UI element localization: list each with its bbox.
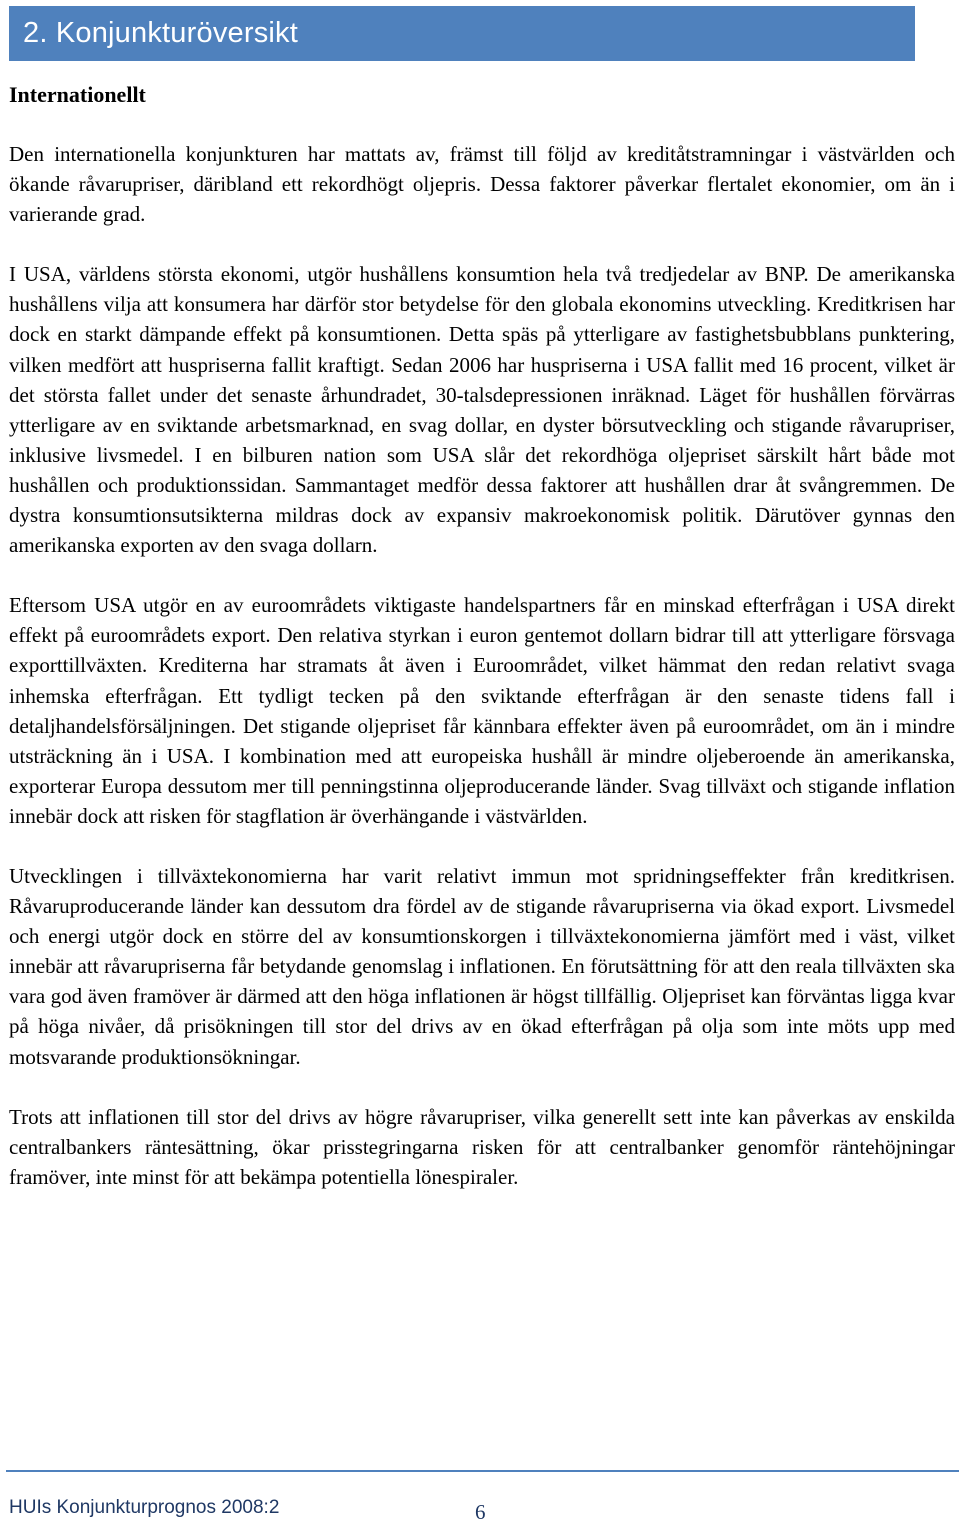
footer-publication-title: HUIs Konjunkturprognos 2008:2 [9, 1497, 280, 1518]
paragraph-intro: Den internationella konjunkturen har mattats av, främst till följd av kreditåtstramningar i västvärlden och ökande råvarupriser, däribland ett rekordhögt oljepris. Dessa faktorer påverkar flertalet ekonomier, om än i varierande grad. [9, 142, 955, 227]
page-number: 6 [475, 1500, 486, 1524]
chapter-banner [9, 6, 915, 61]
footer-divider [6, 1470, 959, 1472]
chapter-title: 2. Konjunkturöversikt [23, 17, 298, 49]
body-text [9, 139, 955, 1222]
paragraph-euro-area: Eftersom USA utgör en av euroområdets viktigaste handelspartners får en minskad efterfrågan i USA direkt effekt på euroområdets export. Den relativa styrkan i euron gentemot dollarn bidrar till att ytterligare försvaga exporttillväxten. Krediterna har stramats åt även i Euroområdet, vilket hämmat den redan relativt svaga inhemska efterfrågan. Ett tydligt tecken på den sviktande efterfrågan är den senaste tidens fall i detaljhandelsförsäljningen. Det stigande oljepriset får kännbara effekter även på euroområdet, om än i mindre utsträckning än i USA. I kombination med att europeiska hushåll är mindre oljeberoende än amerikanska, exporterar Europa dessutom mer till penningstinna oljeproducerande länder. Svag tillväxt och stigande inflation innebär dock att risken för stagflation är överhängande i västvärlden. [9, 593, 955, 828]
paragraph-emerging-economies: Utvecklingen i tillväxtekonomierna har varit relativt immun mot spridningseffekter från kreditkrisen. Råvaruproducerande länder kan dessutom dra fördel av de stigande råvarupriserna via ökad export. Livsmedel och energi utgör dock en större del av konsumtionskorgen i tillväxtekonomierna jämfört med i väst, vilket innebär att råvarupriserna får betydande genomslag i inflationen. En förutsättning för att den reala tillväxten ska vara god även framöver är därmed att den höga inflationen är högst tillfällig. Oljepriset kan förväntas ligga kvar på höga nivåer, då prisökningen till stor del drivs av en ökad efterfrågan på olja som inte möts upp med motsvarande produktionsökningar. [9, 863, 955, 1069]
section-heading: Internationellt [9, 82, 146, 107]
paragraph-usa: I USA, världens största ekonomi, utgör hushållens konsumtion hela två tredjedelar av BNP. De amerikanska hushållens vilja att konsumera har därför stor betydelse för den globala ekonomins utveckling. Kreditkrisen har dock en starkt dämpande effekt på konsumtionen. Detta späs på ytterligare av fastighetsbubblans punktering, vilken medfört att huspriserna fallit kraftigt. Sedan 2006 har huspriserna i USA fallit med 16 procent, vilket är det största fallet under det senaste århundradet, 30-talsdepressionen inräknad. Läget för hushållen förvärras ytterligare av en sviktande arbetsmarknad, en svag dollar, en dyster börsutveckling och stigande råvarupriser, inklusive livsmedel. I en bilburen nation som USA slår det rekordhöga oljepriset särskilt hårt både mot hushållen och produktionssidan. Sammantaget medför dessa faktorer att hushållen drar åt svångremmen. De dystra konsumtionsutsikterna mildras dock av expansiv makroekonomisk politik. Därutöver gynnas den amerikanska exporten av den svaga dollarn. [9, 262, 955, 558]
paragraph-inflation: Trots att inflationen till stor del drivs av högre råvarupriser, vilka generellt sett inte kan påverkas av enskilda centralbankers räntesättning, ökar prisstegringarna risken för att centralbanker genomför räntehöjningar framöver, inte minst för att bekämpa potentiella lönespiraler. [9, 1104, 955, 1189]
